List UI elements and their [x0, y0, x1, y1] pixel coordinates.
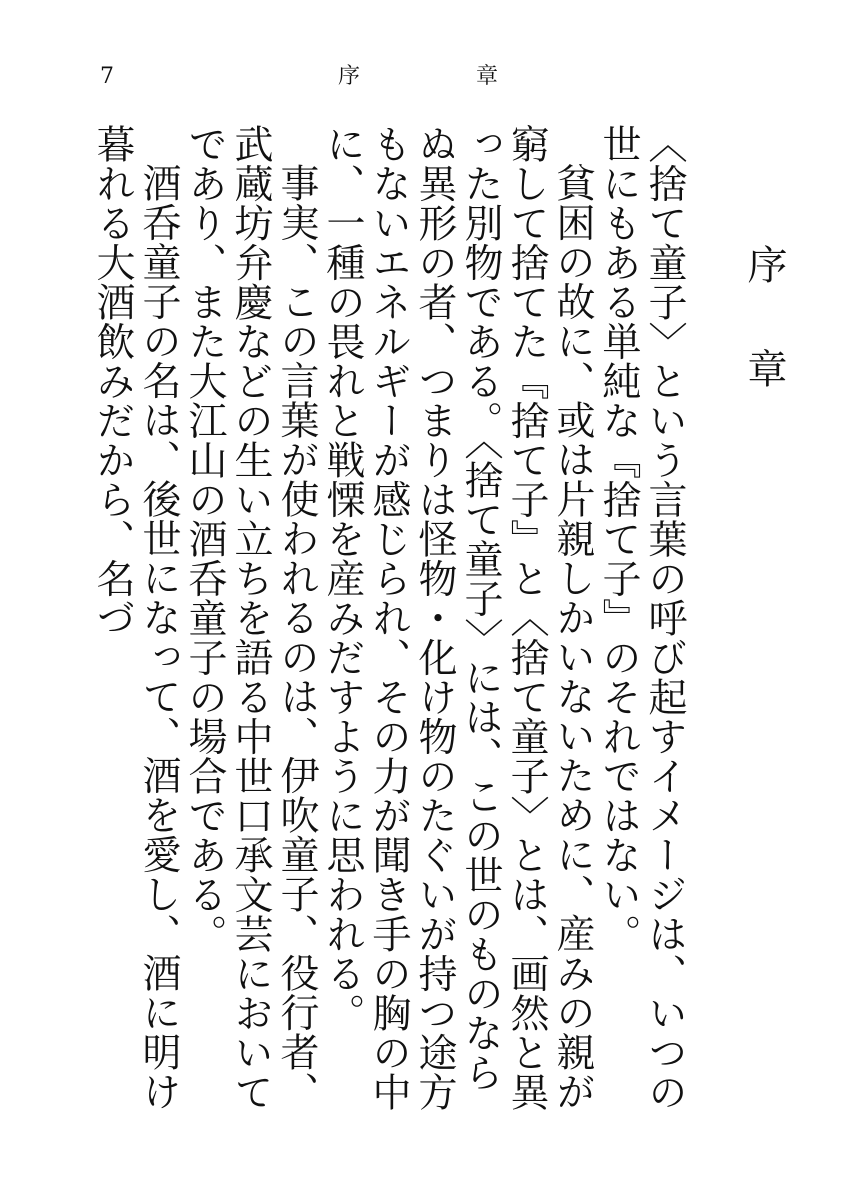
- paragraph-3-text: 事実、この言葉が使われるのは、伊吹童子、役行者、武蔵坊弁慶などの生い立ちを語る中世口承文芸においてであり、また大江山の酒呑童子の場合である。: [182, 124, 319, 1112]
- running-head: [338, 62, 498, 92]
- page-header: [0, 62, 841, 102]
- paragraph-1-text: 〈捨て童子〉という言葉の呼び起すイメージは、いつの世にもある単純な『捨て子』のそれではない。: [596, 124, 687, 1112]
- running-head-char-1: 序: [338, 64, 361, 89]
- paragraph-1: [595, 124, 687, 1128]
- paragraph-4: [89, 124, 181, 1128]
- paragraph-2: [319, 124, 595, 1128]
- paragraph-2-text: 貧困の故に、或は片親しかいないために、産みの親が窮して捨てた『捨て子』と〈捨て童子〉とは、画然と異った別物である。〈捨て童子〉には、この世のものならぬ異形の者、つまりは怪物・化け物のたぐいが持つ途方もないエネルギーが感じられ、その力が聞き手の胸の中に、一種の畏れと戦慄を産みだすように思われる。: [320, 124, 595, 1112]
- running-head-char-2: 章: [475, 64, 498, 89]
- vertical-text-body: [89, 124, 795, 1128]
- chapter-title: 序 章: [741, 244, 787, 400]
- paragraph-3: [181, 124, 319, 1128]
- paragraph-4-text: 酒呑童子の名は、後世になって、酒を愛し、酒に明け暮れる大酒飲みだから、名づ: [90, 124, 181, 1111]
- page-number: 7: [100, 64, 114, 89]
